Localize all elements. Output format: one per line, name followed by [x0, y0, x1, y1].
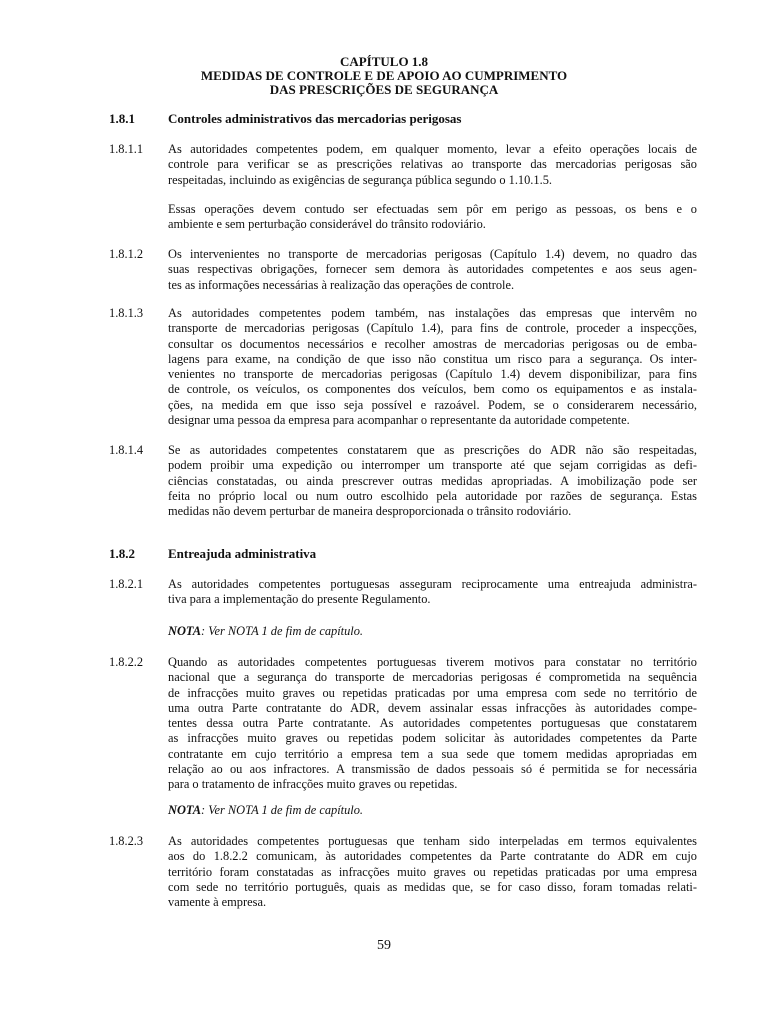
paragraph-number: 1.8.2.1 — [109, 577, 144, 591]
paragraph-text — [168, 142, 697, 188]
text-line: respeitadas, incluindo as exigências de segurança pública segundo o 1.10.1.5. — [168, 172, 552, 187]
paragraph-text — [168, 247, 697, 293]
paragraph-number: 1.8.2.2 — [109, 655, 144, 669]
note-2 — [168, 803, 363, 818]
text-line: suas respectivas obrigações, fornecer sem demora às autoridades competentes e aos seus agen- — [168, 262, 697, 277]
text-line: ambiente e sem perturbação considerável do trânsito rodoviário. — [168, 217, 486, 232]
note-text: : Ver NOTA 1 de fim de capítulo. — [201, 803, 364, 817]
section-title: Entreajuda administrativa — [168, 546, 317, 561]
chapter-title-line-2: DAS PRESCRIÇÕES DE SEGURANÇA — [269, 82, 499, 97]
section-number: 1.8.2 — [109, 546, 135, 561]
paragraph-text — [168, 306, 697, 428]
text-line: As autoridades competentes portuguesas asseguram reciprocamente uma entreajuda administra- — [168, 577, 697, 591]
text-line: Os intervenientes no transporte de mercadorias perigosas (Capítulo 1.4) devem, no quadro das — [168, 247, 697, 261]
text-line: As autoridades competentes podem, em qualquer momento, levar a efeito operações locais de — [168, 142, 697, 156]
text-line: nacional que a segurança do transporte de mercadorias perigosas é comprometida na sequência — [168, 670, 697, 685]
text-line: aos do 1.8.2.2 comunicam, às autoridades competentes da Parte contratante do ADR em cujo — [168, 849, 697, 864]
text-line: contratante em cujo território a empresa tem a sua sede que tomem medidas apropriadas em — [168, 746, 697, 761]
paragraph-number: 1.8.2.3 — [109, 834, 144, 848]
text-line: de infracções muito graves ou repetidas praticadas por uma empresa com sede no território de — [168, 685, 697, 700]
text-line: relação ao ou aos infractores. A transmissão de dados pessoais só é permitida se for necessária — [168, 762, 697, 777]
text-line: tentes dessa outra Parte contratante. As autoridades competentes portuguesas que constatarem — [168, 716, 697, 731]
text-line: tes as informações necessárias à realização das operações de controle. — [168, 277, 515, 292]
text-line: para o tratamento de infracções muito graves ou repetidas. — [168, 777, 458, 792]
paragraph-number: 1.8.1.2 — [109, 247, 144, 261]
text-line: de controle, os veículos, os componentes dos veículos, bem como os equipamentos e as instala- — [168, 382, 697, 397]
paragraph-text — [168, 443, 697, 519]
text-line: vamente à empresa. — [168, 895, 267, 910]
text-line: as infracções muito graves ou repetidas podem solicitar às autoridades competentes da Parte — [168, 731, 697, 746]
paragraph-number: 1.8.1.4 — [109, 443, 144, 457]
text-line: podem proibir uma expedição ou interromper um transporte até que sejam corrigidas as defi- — [168, 458, 697, 473]
text-line: feita no próprio local ou num outro escolhido pela autoridade por razões de segurança. Estas — [168, 488, 697, 503]
text-line: uma outra Parte contratante do ADR, devem assinalar essas infracções às autoridades compe- — [168, 700, 697, 715]
text-line: controle para verificar se as prescrições relativas ao transporte das mercadorias perigosas são — [168, 157, 697, 172]
text-line: Essas operações devem contudo ser efectuadas sem pôr em perigo as pessoas, os bens e o — [168, 202, 697, 216]
paragraph-text — [168, 577, 697, 608]
text-line: ciências constatadas, ou ainda prescrever outras medidas apropriadas. A imobilização pode ser — [168, 473, 697, 488]
page-number: 59 — [377, 938, 391, 953]
text-line: As autoridades competentes podem também, nas instalações das empresas que intervêm no — [168, 306, 697, 320]
text-line: Se as autoridades competentes constatarem que as prescrições do ADR não são respeitadas, — [168, 443, 697, 457]
text-line: tiva para a implementação do presente Regulamento. — [168, 592, 431, 607]
note-label: NOTA — [168, 624, 202, 638]
chapter-number: CAPÍTULO 1.8 — [339, 54, 429, 69]
text-line: medidas não devem perturbar de maneira desproporcionada o trânsito rodoviário. — [168, 504, 572, 519]
text-line: transporte de mercadorias perigosas (Capítulo 1.4), para fins de controle, proceder a inspecções, — [168, 321, 697, 336]
text-line: venientes no transporte de mercadorias perigosas (Capítulo 1.4) devem disponibilizar, para fins — [168, 367, 697, 382]
text-line: designar uma pessoa da empresa para acompanhar o representante da autoridade competente. — [168, 413, 630, 428]
text-line: território foram constatadas as infracções muito graves ou repetidas praticadas por uma empresa — [168, 864, 697, 879]
text-line: consultar os documentos necessários e recolher amostras de mercadorias perigosas ou de emba- — [168, 336, 697, 351]
text-line: lagens para exame, na condição de que isso não constitua um risco para a segurança. Os inter- — [168, 351, 697, 366]
paragraph-number: 1.8.1.3 — [109, 306, 144, 320]
paragraph-text — [168, 202, 697, 233]
text-line: com sede no território português, quais as medidas que, se for caso disso, foram tomadas relati- — [168, 879, 697, 894]
text-line: Quando as autoridades competentes portuguesas tiverem motivos para constatar no território — [168, 655, 697, 669]
text-line: ções, na medida em que isso seja possível e razoável. Podem, se o considerarem necessário, — [168, 397, 697, 412]
paragraph-text — [168, 834, 697, 910]
note-text: : Ver NOTA 1 de fim de capítulo. — [201, 624, 364, 638]
note-label: NOTA — [168, 803, 202, 817]
text-line: As autoridades competentes portuguesas que tenham sido interpeladas em termos equivalentes — [168, 834, 697, 848]
section-title: Controles administrativos das mercadorias perigosas — [168, 111, 462, 126]
note-1 — [168, 624, 363, 639]
paragraph-text — [168, 655, 697, 793]
paragraph-number: 1.8.1.1 — [109, 142, 144, 156]
chapter-title-line-1: MEDIDAS DE CONTROLE E DE APOIO AO CUMPRIMENTO — [200, 68, 568, 83]
section-number: 1.8.1 — [109, 111, 135, 126]
